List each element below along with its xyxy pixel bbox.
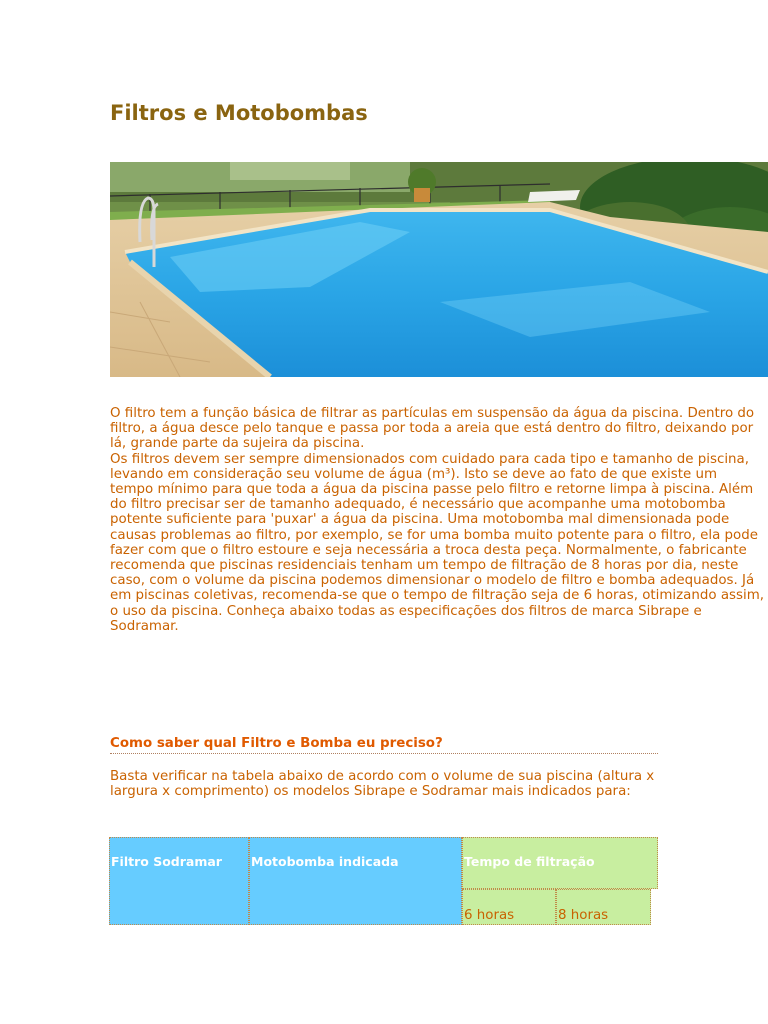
subheader-8-horas: 8 horas — [556, 889, 651, 925]
pool-image — [110, 162, 768, 377]
paragraph-filter-sizing: Os filtros devem ser sempre dimensionados com cuidado para cada tipo e tamanho de piscina, levando em consideração seu volume de água (m³). Isto se deve ao fato de que existe um tempo mínimo para que toda a água da piscina passe pelo filtro e retorne limpa à piscina. Além do filtro precisar ser de tamanho adequado, é necessário que acompanhe uma motobomba potente suficiente para 'puxar' a água da piscina. Uma motobomba mal dimensionada pode causas problemas ao filtro, por exemplo, se for uma bomba muito potente para o filtro, ela pode fazer com que o filtro estoure e seja necessária a troca desta peça. Normalmente, o fabricante recomenda que piscinas residenciais tenham um tempo de filtração de 8 horas por dia, neste caso, com o volume da piscina podemos dimensionar o modelo de filtro e bomba adequados. Já em piscinas coletivas, recomenda-se que o tempo de filtração seja de 6 horas, otimizando assim, o uso da piscina. Conheça abaixo todas as especificações dos filtros de marca Sibrape e Sodramar. — [110, 451, 764, 634]
header-tempo: Tempo de filtração — [462, 837, 658, 889]
section-heading: Como saber qual Filtro e Bomba eu preciso? — [110, 736, 658, 754]
page-title: Filtros e Motobombas — [110, 101, 368, 125]
header-filtro: Filtro Sodramar — [109, 837, 249, 925]
subheader-6-horas: 6 horas — [462, 889, 556, 925]
header-motobomba: Motobomba indicada — [249, 837, 462, 925]
table-intro: Basta verificar na tabela abaixo de acordo com o volume de sua piscina (altura x largura x comprimento) os modelos Sibrape e Sodramar mais indicados para: — [110, 769, 655, 800]
paragraph-filter-function: O filtro tem a função básica de filtrar as partículas em suspensão da água da piscina. Dentro do filtro, a água desce pelo tanque e passa por toda a areia que está dentro do filtro, deixando por lá, grande parte da sujeira da piscina. — [110, 406, 755, 452]
article-body — [110, 406, 764, 634]
